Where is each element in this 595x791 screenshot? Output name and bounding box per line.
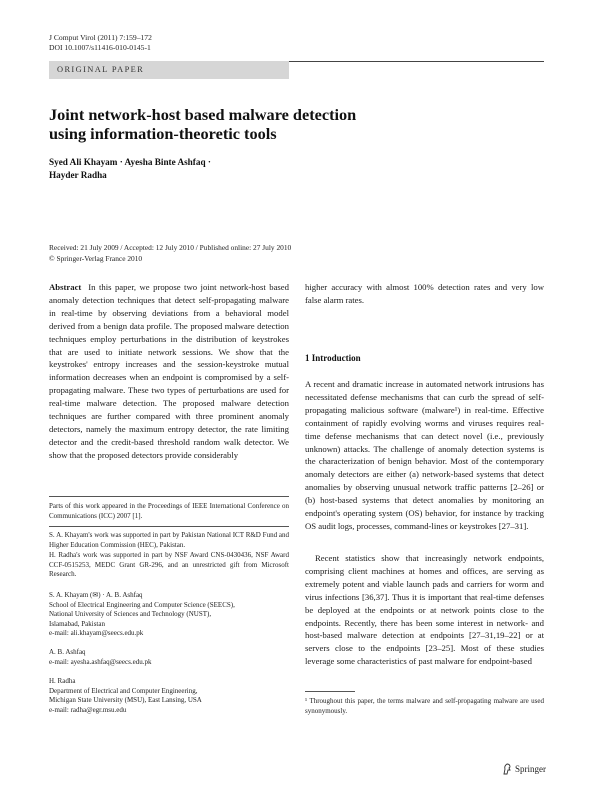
title-line-1: Joint network-host based malware detection [49, 105, 357, 124]
affiliation-3-name: H. Radha [49, 677, 76, 685]
affiliation-1-names: S. A. Khayam (✉) · A. B. Ashfaq [49, 591, 143, 599]
affiliation-3-email[interactable]: e-mail: radha@egr.msu.edu [49, 705, 127, 714]
affiliation-3 [49, 677, 289, 715]
springer-horse-icon [502, 763, 512, 775]
affiliation-2-email[interactable]: e-mail: ayesha.ashfaq@seecs.edu.pk [49, 657, 152, 666]
article-type-banner [49, 61, 289, 79]
funding-note-2: H. Radha's work was supported in part by NSF Award CNS-0430436, NSF Award CCF-0515253, MEDC Grant GR-296, and an unrestricted gift from Microsoft Research. [49, 551, 289, 579]
affiliation-1-line: Islamabad, Pakistan [49, 619, 105, 628]
affiliation-1-email[interactable]: e-mail: ali.khayam@seecs.edu.pk [49, 629, 144, 638]
affiliation-2-name: A. B. Ashfaq [49, 648, 86, 656]
abstract-heading: Abstract [49, 282, 82, 292]
publisher-name: Springer [515, 764, 546, 774]
affiliation-3-line: Michigan State University (MSU), East Lansing, USA [49, 696, 202, 705]
title-line-2: using information-theoretic tools [49, 124, 277, 143]
abstract-continued: higher accuracy with almost 100% detection rates and very low false alarm rates. [305, 282, 544, 305]
affiliation-1 [49, 591, 289, 639]
section-heading-introduction: 1 Introduction [305, 353, 361, 363]
received-dates: Received: 21 July 2009 / Accepted: 12 July 2010 / Published online: 27 July 2010 [49, 243, 292, 252]
doi: DOI 10.1007/s11416-010-0145-1 [49, 43, 151, 52]
footnote-separator [49, 496, 289, 497]
affiliation-3-line: Department of Electrical and Computer Engineering, [49, 686, 198, 695]
proceedings-note: Parts of this work appeared in the Proceedings of IEEE International Conference on Communications (ICC) 2007 [1]. [49, 502, 289, 520]
paper-title [49, 105, 409, 143]
header-rule [289, 61, 544, 62]
affiliation-1-line: National University of Sciences and Technology (NUST), [49, 610, 212, 619]
article-type-label: ORIGINAL PAPER [57, 65, 145, 74]
intro-paragraph-1: A recent and dramatic increase in automated network intrusions has necessitated defense mechanisms that can curb the spread of self-propagating malicious software (malware¹) in real-time. Effective containment of rapidly evolving worms and viruses requires real-time defense mechanisms that can detect novel (i.e., previously unknown) attacks. The challenge of anomaly detection systems is the characterization of benign behavior. Most of the contemporary anomaly detectors are either (a) network-based systems that detect anomalies by observing unusual network traffic patterns [2–26] or (b) host-based systems that detect anomalies by monitoring an endpoint's operating system (OS) behavior, for instance by tracking OS audit logs, processes, command-lines or keystrokes [27–31]. [305, 379, 544, 531]
publisher-logo [502, 763, 546, 775]
footnote-1: ¹ Throughout this paper, the terms malware and self-propagating malware are used synonymously. [305, 697, 544, 715]
copyright: © Springer-Verlag France 2010 [49, 253, 143, 263]
publication-dates [49, 243, 449, 264]
authors-line-1: Syed Ali Khayam · Ayesha Binte Ashfaq · [49, 157, 211, 167]
intro-paragraph-2: Recent statistics show that increasingly network endpoints, comprising client machines at homes and offices, are serving as extremely potent and viable launch pads and carriers for worm and virus infections [36,37]. Thus it is important that real-time defenses be deployed at the endpoints or at network points close to the endpoints. Recently, there has been some interest in network- and host-based malware detection at endpoints [27–31,19–22] or at servers close to the endpoints [23–25]. Most of these studies leverage some characteristics of past malware for endpoint-based [305, 553, 544, 667]
affiliation-2 [49, 648, 289, 667]
author-list [49, 156, 349, 182]
footnote-separator-right [305, 691, 355, 692]
journal-citation: J Comput Virol (2011) 7:159–172 [49, 33, 152, 42]
abstract-text: In this paper, we propose two joint network-host based anomaly detection techniques that detect self-propagating malware in real-time by observing deviations from a behavioral model derived from a benign data profile. The proposed malware detection techniques employ perturbations in the distribution of keystrokes that are used to initiate network sessions. We show that the keystrokes' entropy increases and the session-keystroke mutual information decreases when an endpoint is compromised by a self-propagating malware. These two types of perturbations are used for real-time malware detection. The proposed malware detection techniques are further compared with three prominent anomaly detectors, namely the maximum entropy detector, the rate limiting detector and the credit-based threshold random walk detector. We show that the proposed detectors provide considerably [49, 282, 290, 460]
funding-note-1: S. A. Khayam's work was supported in part by Pakistan National ICT R&D Fund and Higher Education Commission (HEC), Pakistan. [49, 531, 289, 549]
authors-line-2: Hayder Radha [49, 170, 107, 180]
funding-separator [49, 526, 289, 527]
abstract [49, 281, 289, 462]
affiliation-1-line: School of Electrical Engineering and Computer Science (SEECS), [49, 600, 235, 609]
